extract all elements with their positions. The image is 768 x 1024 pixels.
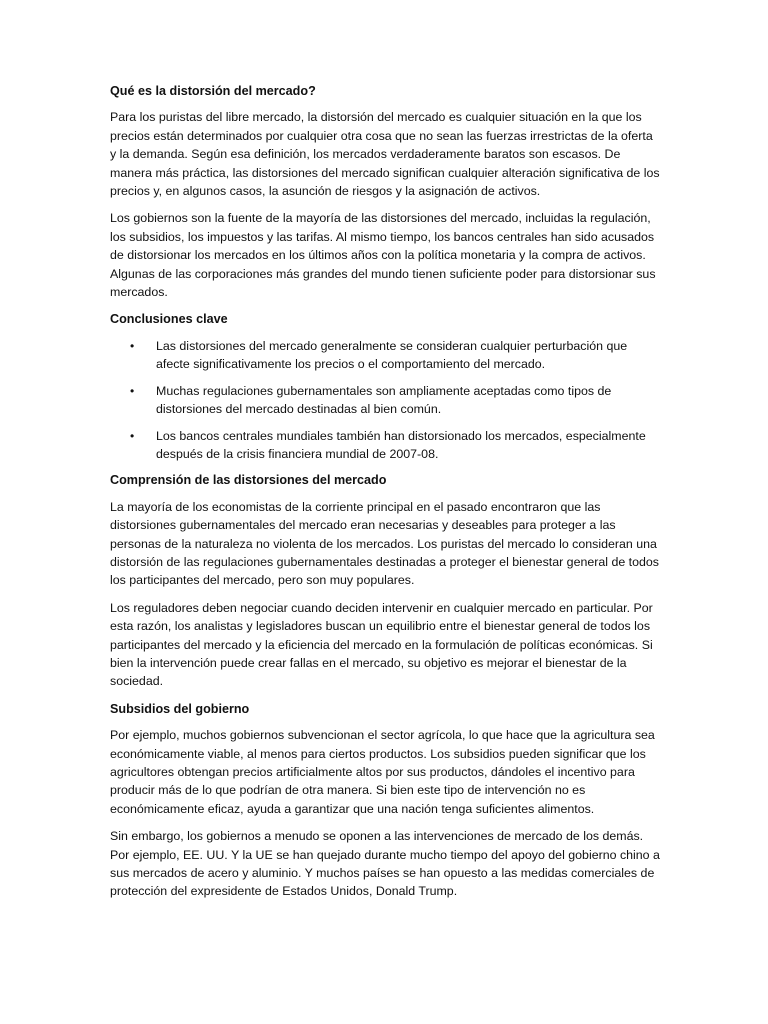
understanding-heading: Comprensión de las distorsiones del mercado (110, 473, 387, 488)
bullet-icon: • (130, 338, 135, 353)
key-takeaways-heading: Conclusiones clave (110, 312, 228, 327)
subsidies-paragraph-2: Sin embargo, los gobiernos a menudo se oponen a las intervenciones de mercado de los demás. Por ejemplo, EE. UU. Y la UE se han quejado durante mucho tiempo del apoyo del gobierno chino a sus mercados de acero y aluminio. Y muchos países se han opuesto a las medidas comerciales de protección del expresidente de Estados Unidos, Donald Trump. (110, 829, 660, 899)
subsidies-heading: Subsidios del gobierno (110, 701, 250, 716)
list-item (110, 337, 662, 374)
document-page (110, 82, 662, 910)
list-item (110, 427, 662, 464)
list-item (110, 382, 662, 419)
bullet-icon: • (130, 428, 135, 443)
list-item-text: Los bancos centrales mundiales también han distorsionado los mercados, especialmente después de la crisis financiera mundial de 2007-08. (156, 428, 646, 461)
intro-paragraph-1: Para los puristas del libre mercado, la distorsión del mercado es cualquier situación en la que los precios están determinados por cualquier otra cosa que no sean las fuerzas irrestrictas de la oferta y la demanda. Según esa definición, los mercados verdaderamente baratos son escasos. De manera más práctica, las distorsiones del mercado significan cualquier alteración significativa de los precios y, en algunos casos, la asunción de riesgos y la asignación de activos. (110, 110, 660, 199)
understanding-paragraph-1: La mayoría de los economistas de la corriente principal en el pasado encontraron que las distorsiones gubernamentales del mercado eran necesarias y deseables para proteger a las personas de la naturaleza no violenta de los mercados. Los puristas del mercado lo consideran una distorsión de las regulaciones gubernamentales destinadas a proteger el bienestar general de todos los participantes del mercado, pero son muy populares. (110, 499, 659, 588)
bullet-icon: • (130, 383, 135, 398)
key-takeaways-list (110, 337, 662, 463)
intro-paragraph-2: Los gobiernos son la fuente de la mayoría de las distorsiones del mercado, incluidas la regulación, los subsidios, los impuestos y las tarifas. Al mismo tiempo, los bancos centrales han sido acusados de distorsionar los mercados en los últimos años con la política monetaria y la compra de activos. Algunas de las corporaciones más grandes del mundo tienen suficiente poder para distorsionar sus mercados. (110, 211, 656, 300)
page-title: Qué es la distorsión del mercado? (110, 84, 316, 98)
understanding-paragraph-2: Los reguladores deben negociar cuando deciden intervenir en cualquier mercado en particular. Por esta razón, los analistas y legisladores buscan un equilibrio entre el bienestar general de todos los participantes del mercado y la eficiencia del mercado en la formulación de políticas económicas. Si bien la intervención puede crear fallas en el mercado, su objetivo es mejorar el bienestar de la sociedad. (110, 600, 653, 689)
subsidies-paragraph-1: Por ejemplo, muchos gobiernos subvencionan el sector agrícola, lo que hace que la agricultura sea económicamente viable, al menos para ciertos productos. Los subsidios pueden significar que los agricultores obtengan precios artificialmente altos por sus productos, dándoles el incentivo para producir más de lo que podrían de otra manera. Si bien este tipo de intervención no es económicamente eficaz, ayuda a garantizar que una nación tenga suficientes alimentos. (110, 728, 655, 816)
list-item-text: Las distorsiones del mercado generalmente se consideran cualquier perturbación que afecte significativamente los precios o el comportamiento del mercado. (156, 338, 628, 372)
list-item-text: Muchas regulaciones gubernamentales son ampliamente aceptadas como tipos de distorsiones del mercado destinadas al bien común. (156, 383, 612, 417)
